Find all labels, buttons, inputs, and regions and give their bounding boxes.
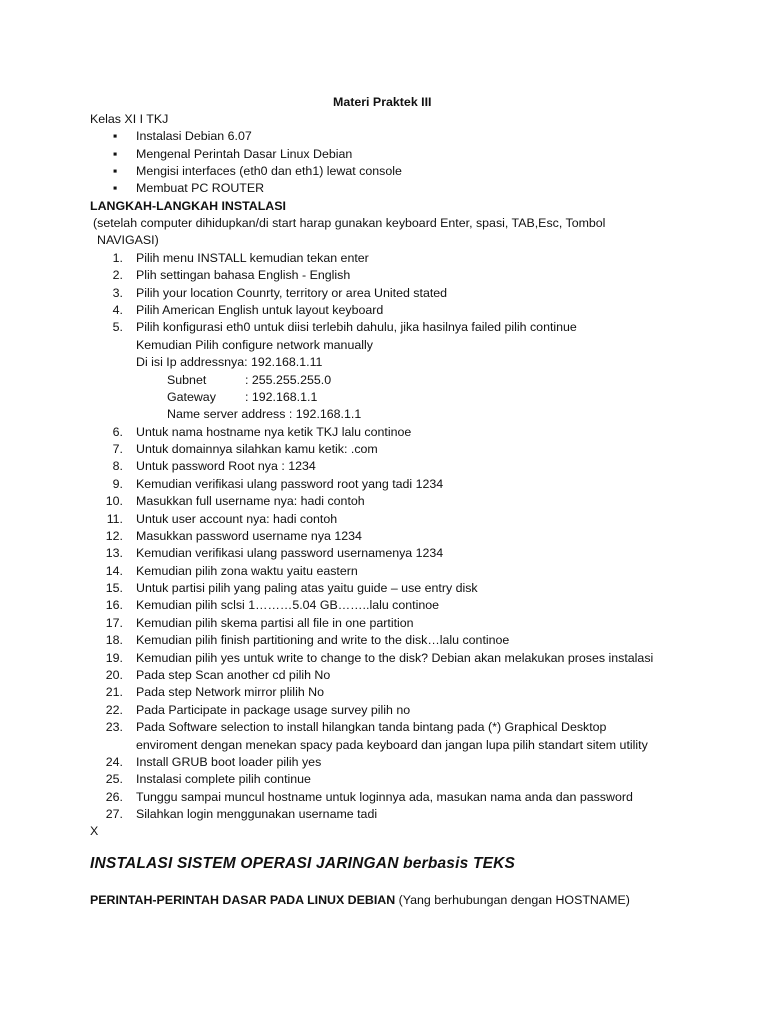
step-text: Kemudian verifikasi ulang password root yang tadi 1234 xyxy=(136,477,444,491)
step-text: Pilih menu INSTALL kemudian tekan enter xyxy=(136,251,369,265)
step-number: 25. xyxy=(105,772,123,786)
subnet-label: Subnet xyxy=(167,373,207,387)
document-title: Materi Praktek III xyxy=(333,95,432,109)
step-text: Pada Participate in package usage survey pilih no xyxy=(136,703,411,717)
bullet-marker: ▪ xyxy=(113,164,118,178)
step-text: Pada Software selection to install hilangkan tanda bintang pada (*) Graphical Desktop xyxy=(136,720,607,734)
step-number: 10. xyxy=(105,494,123,508)
step-text: Pilih American English untuk layout keyboard xyxy=(136,303,384,317)
step-text: Untuk domainnya silahkan kamu ketik: .com xyxy=(136,442,378,456)
steps-heading: LANGKAH-LANGKAH INSTALASI xyxy=(90,199,286,213)
intro-text: (setelah computer dihidupkan/di start harap gunakan keyboard Enter, spasi, TAB,Esc, Tombol xyxy=(93,216,606,230)
section-heading: INSTALASI SISTEM OPERASI JARINGAN berbasis TEKS xyxy=(90,855,516,872)
step-number: 13. xyxy=(105,546,123,560)
step-number: 4. xyxy=(112,303,123,317)
step-text: Masukkan password username nya 1234 xyxy=(136,529,362,543)
step-text: Kemudian pilih sclsi 1………5.04 GB……..lalu continoe xyxy=(136,598,440,612)
step-text: Pada step Scan another cd pilih No xyxy=(136,668,331,682)
step-text: Untuk nama hostname nya ketik TKJ lalu continoe xyxy=(136,425,412,439)
step-text: Pilih konfigurasi eth0 untuk diisi terlebih dahulu, jika hasilnya failed pilih continue xyxy=(136,320,577,334)
step-text: Kemudian pilih zona waktu yaitu eastern xyxy=(136,564,358,578)
step-text: Kemudian pilih yes untuk write to change to the disk? Debian akan melakukan proses instalasi xyxy=(136,651,654,665)
step-text: Kemudian verifikasi ulang password usernamenya 1234 xyxy=(136,546,444,560)
intro-text-continued: NAVIGASI) xyxy=(97,233,159,247)
step-text: Install GRUB boot loader pilih yes xyxy=(136,755,322,769)
step-number: 18. xyxy=(105,633,123,647)
sub-heading xyxy=(90,892,630,909)
step-text: Untuk password Root nya : 1234 xyxy=(136,459,316,473)
step-text: Silahkan login menggunakan username tadi xyxy=(136,807,378,821)
step-number: 6. xyxy=(112,425,123,439)
bullet-marker: ▪ xyxy=(113,181,118,195)
bullet-text: Mengisi interfaces (eth0 dan eth1) lewat console xyxy=(136,164,402,178)
step-number: 11. xyxy=(106,512,123,526)
step-number: 12. xyxy=(105,529,123,543)
step-number: 8. xyxy=(112,459,123,473)
step-number: 1. xyxy=(112,251,123,265)
bullet-text: Mengenal Perintah Dasar Linux Debian xyxy=(136,147,353,161)
ip-address-line: Di isi Ip addressnya: 192.168.1.11 xyxy=(136,355,323,369)
step-number: 22. xyxy=(105,703,123,717)
step-number: 16. xyxy=(105,598,123,612)
step-number: 26. xyxy=(105,790,123,804)
step-text: Instalasi complete pilih continue xyxy=(136,772,311,786)
step-text: Untuk partisi pilih yang paling atas yaitu guide – use entry disk xyxy=(136,581,478,595)
bullet-text: Instalasi Debian 6.07 xyxy=(136,129,252,143)
step-number: 23. xyxy=(105,720,123,734)
class-line: Kelas XI I TKJ xyxy=(90,112,169,126)
step-text: Kemudian pilih skema partisi all file in one partition xyxy=(136,616,414,630)
step-text: Kemudian pilih finish partitioning and write to the disk…lalu continoe xyxy=(136,633,510,647)
step-number: 15. xyxy=(105,581,123,595)
x-mark: X xyxy=(90,824,99,838)
step-number: 27. xyxy=(105,807,123,821)
step-text: Tunggu sampai muncul hostname untuk loginnya ada, masukan nama anda dan password xyxy=(136,790,633,804)
gateway-label: Gateway xyxy=(167,390,216,404)
step-number: 14. xyxy=(105,564,123,578)
step-text: Plih settingan bahasa English - English xyxy=(136,268,351,282)
step-number: 21. xyxy=(105,685,123,699)
step-number: 2. xyxy=(112,268,123,282)
step-number: 9. xyxy=(112,477,123,491)
step-text-continued: enviroment dengan menekan spacy pada keyboard dan jangan lupa pilih standart sitem utility xyxy=(136,738,648,752)
network-config-line: Kemudian Pilih configure network manually xyxy=(136,338,373,352)
nameserver-line: Name server address : 192.168.1.1 xyxy=(167,407,362,421)
subnet-value: : 255.255.255.0 xyxy=(245,373,332,387)
step-number: 19. xyxy=(105,651,123,665)
sub-heading-note: (Yang berhubungan dengan HOSTNAME) xyxy=(395,893,630,907)
step-number: 24. xyxy=(105,755,123,769)
bullet-marker: ▪ xyxy=(113,129,118,143)
step-number: 20. xyxy=(105,668,123,682)
step-number: 5. xyxy=(112,320,123,334)
step-number: 17. xyxy=(105,616,123,630)
gateway-value: : 192.168.1.1 xyxy=(245,390,318,404)
step-number: 7. xyxy=(112,442,123,456)
step-text: Masukkan full username nya: hadi contoh xyxy=(136,494,365,508)
step-number: 3. xyxy=(112,286,123,300)
step-text: Pilih your location Counrty, territory or area United stated xyxy=(136,286,448,300)
bullet-marker: ▪ xyxy=(113,147,118,161)
step-text: Pada step Network mirror plilih No xyxy=(136,685,324,699)
bullet-text: Membuat PC ROUTER xyxy=(136,181,265,195)
step-text: Untuk user account nya: hadi contoh xyxy=(136,512,338,526)
sub-heading-bold: PERINTAH-PERINTAH DASAR PADA LINUX DEBIAN xyxy=(90,893,396,907)
